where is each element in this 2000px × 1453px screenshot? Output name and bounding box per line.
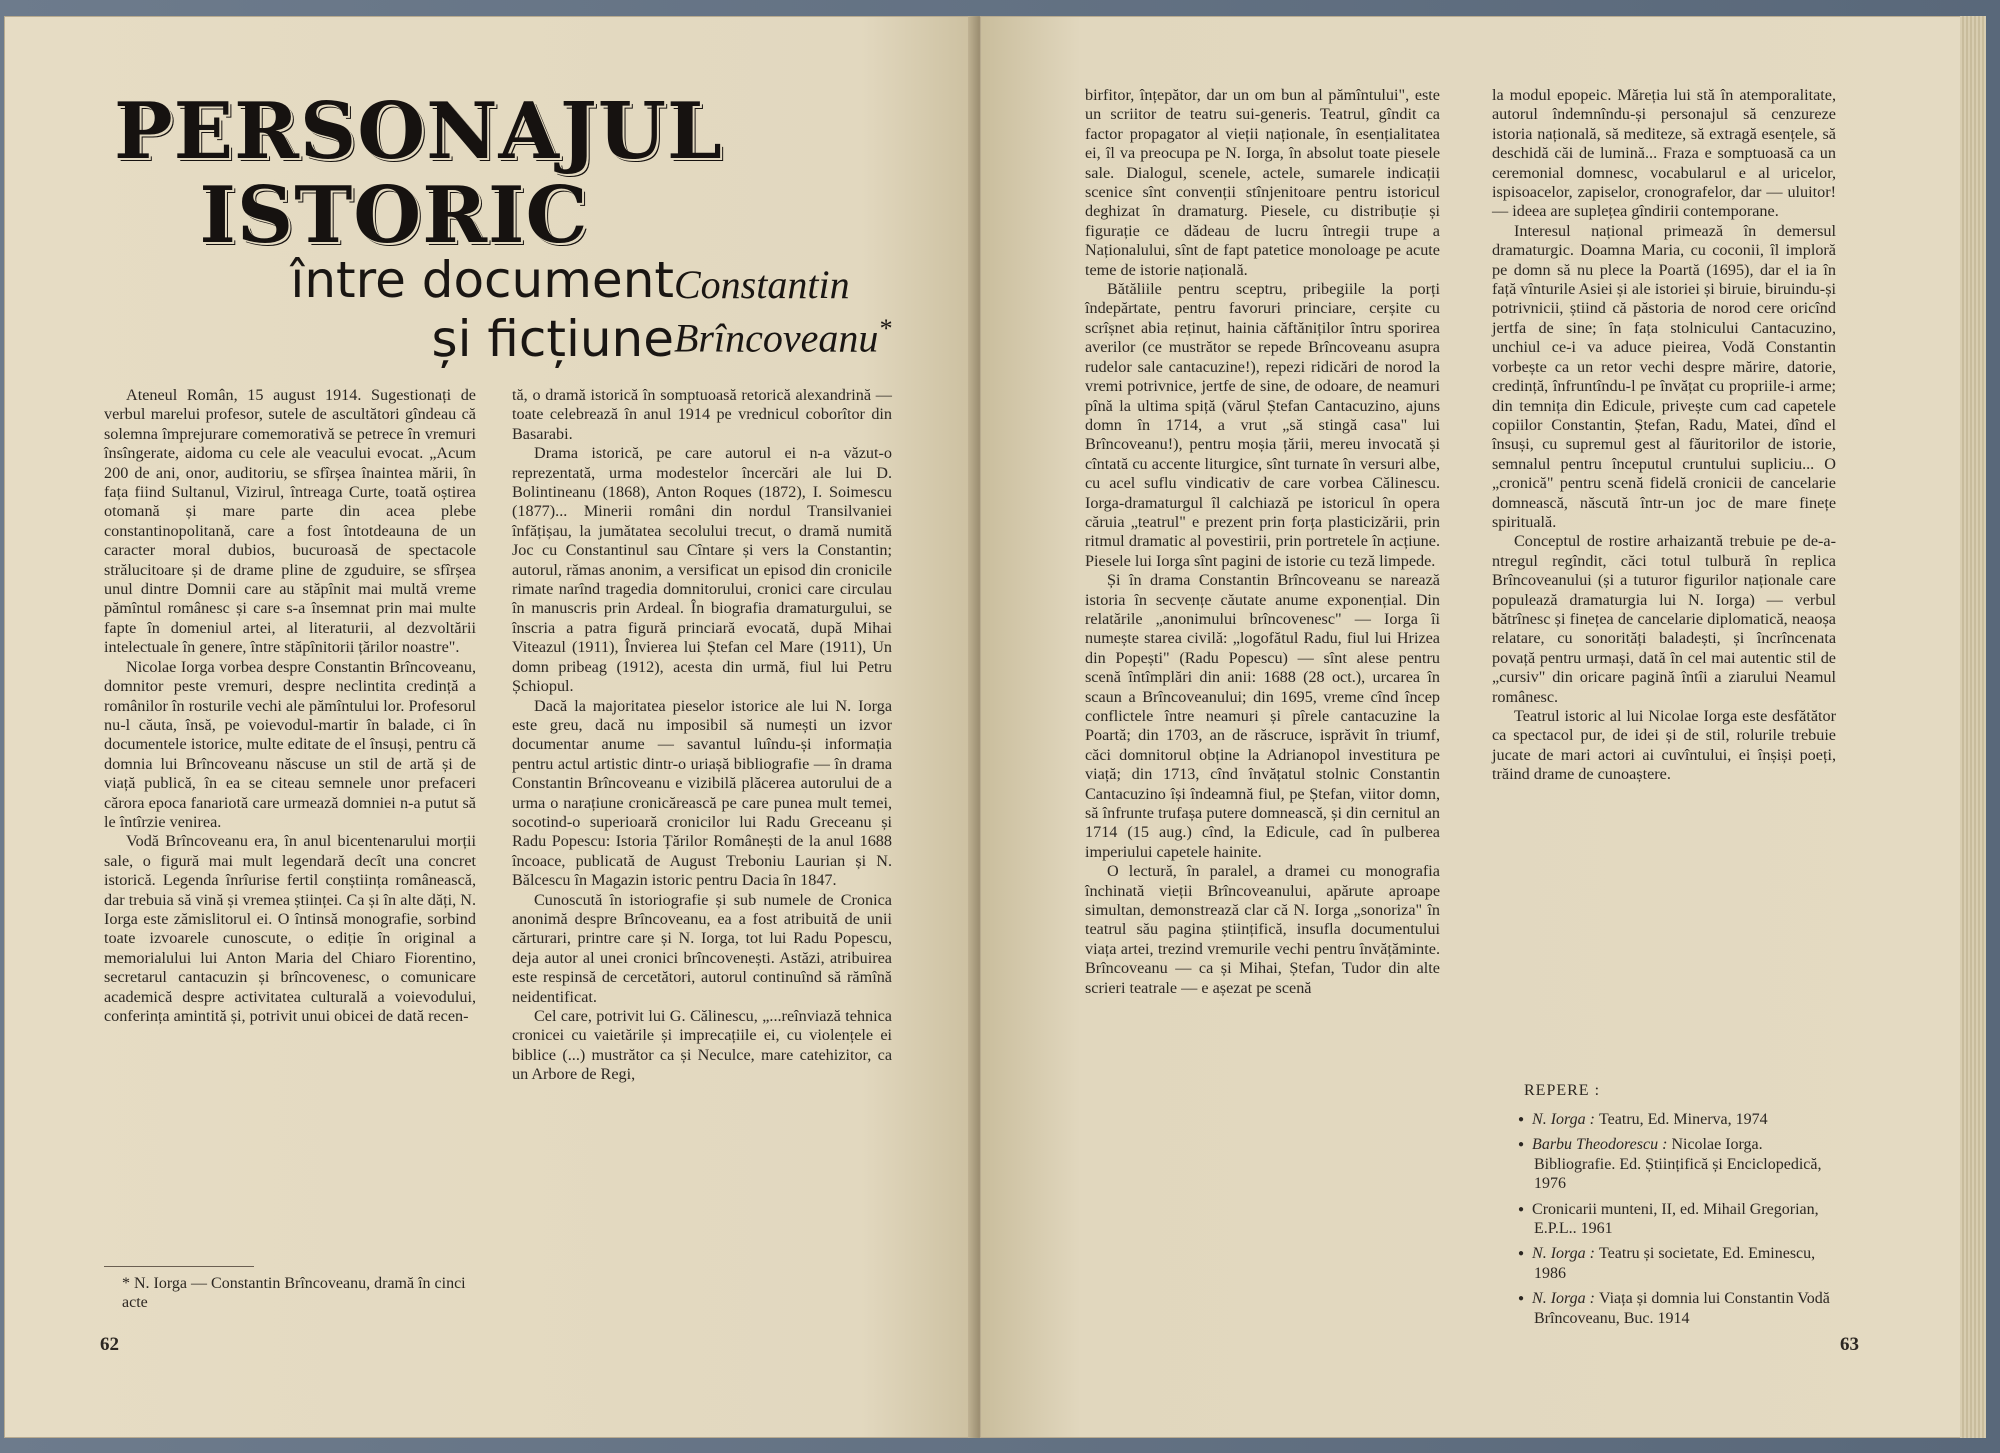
right-page	[980, 16, 1986, 1438]
paragraph: O lectură, în paralel, a dramei cu monografia închinată vieții Brîncoveanului, apărute aproape simultan, demonstrează clar că N. Iorga „sonoriza" în teatrul său pagina științifică, insufla documentului viața artei, trezind vremurile vechi pentru învățăminte. Brîncoveanu — ca și Mihai, Ștefan, Tudor din alte scrieri teatrale — e așezat pe scenă	[1085, 862, 1440, 997]
article-author	[674, 259, 974, 365]
paragraph: Vodă Brîncoveanu era, în anul bicentenarului morții sale, o figură mai mult legendară decît una concret istorică. Legenda înrîurise fertil conștiința românească, dar trebuia să vină și vremea științei. Ca și în alte dăți, N. Iorga este zămislitorul ei. O întinsă monografie, sorbind toate izvoarele cunoscute, o ediție în original a memorialului lui Anton Maria del Chiaro Fiorentino, secretarul cantacuzin și brîncovenesc, o comunicare academică despre activitatea culturală a voievodului, conferința amintită și, potrivit unui obicei de dată recen-	[104, 832, 476, 1025]
article-title: PERSONAJUL ISTORIC	[114, 86, 723, 262]
page-number-left: 62	[100, 1334, 119, 1355]
paragraph: Și în drama Constantin Brîncoveanu se narează istoria în secvențe căutate anume exponențial. Din relatările „anonimului brîncovenesc" — Iorga îi numește starea civilă: „logofătul Radu, fiul lui Hrizea din Popești" (Radu Popescu) — sînt alese pentru scenă întîmplări din anii: 1688 (28 oct.), urcarea în scaun a Brîncoveanului; din 1695, vreme cînd încep conflictele între neamuri și pîrele cantacuzine la Poartă; din 1703, an de răscruce, isprăvit în triumf, căci domnitorul obține la Adrianopol investitura pe viață; din 1713, cînd învățatul stolnic Constantin Cantacuzino își îndeamnă fiul, pe Ștefan, viitor domn, să înfrunte trufașa putere domnească, și din cernitul an 1714 (15 aug.) cînd, la Edicule, cad în pulberea imperiului capetele hainite.	[1085, 571, 1440, 861]
paragraph: birfitor, înțepător, dar un om bun al pămîntului", este un scriitor de teatru sui-generis. Teatrul, gîndit ca factor propagator al vieții naționale, în esențialitatea ei, îl va preocupa pe N. Iorga, în absolut toate piesele sale. Dialogul, scenele, actele, sumarele indicații scenice sînt convenții stînjenitoare pentru istoricul deghizat în dramaturg. Piesele, cu distribuție și figurație ce dădeau de lucru întregii trupe a Naționalului, sînt de fapt patetice monoloage pe acute teme de istorie națională.	[1085, 86, 1440, 279]
reference-text: Teatru și societate, Ed. Eminescu, 1986	[1534, 1245, 1816, 1282]
footnote-rule	[104, 1266, 254, 1267]
reference-text: Cronicarii munteni, II, ed. Mihail Gregorian, E.P.L.. 1961	[1532, 1200, 1819, 1238]
reference-author: Barbu Theodorescu :	[1532, 1136, 1672, 1154]
reference-text: Nicolae Iorga. Bibliografie. Ed. Științifică și Enciclopedică, 1976	[1534, 1136, 1822, 1193]
reference-author: N. Iorga :	[1532, 1290, 1600, 1308]
reference-text: Viața și domnia lui Constantin Vodă Brîncoveanu, Buc. 1914	[1534, 1290, 1830, 1327]
text-column-2	[512, 386, 892, 1281]
paragraph: Cunoscută în istoriografie și sub numele de Cronica anonimă despre Brîncoveanu, ea a fost atribuită de unii cărturari, printre care și N. Iorga, tot lui Radu Popescu, deja autor al unei cronici brîncovenești. Astăzi, atribuirea este respinsă de cercetători, autorul continuînd să rămînă neidentificat.	[512, 890, 892, 1006]
references-list	[1518, 1110, 1836, 1334]
article-subtitle	[274, 251, 674, 369]
reference-item	[1518, 1135, 1836, 1193]
paragraph: Interesul național primează în demersul dramaturgic. Doamna Maria, cu coconii, îl imploră pe domn să nu plece la Poartă (1695), dar el ia în față vînturile Asiei și ale istoriei și biruie, biruindu-și potrivnicii, știind că păstoria de norod cere oricînd jertfa de sine; în fața stolnicului Cantacuzino, unchiul ce-i va aduce pieirea, Vodă Constantin vorbește ca un retor vechi despre mărire, datorie, credință, înfruntîndu-l pe învățat cu propriile-i arme; din temnița din Edicule, privește cum cad capetele copiilor Constantin, Ștefan, Radu, Matei, dînd el însuși, cu supremul gest al făuritorilor de istorie, semnalul pentru începutul cruntului supliciu... O „cronică" pentru scenă fidelă cronicii de cancelarie domnească, născută într-un joc de mare finețe spirituală.	[1492, 221, 1836, 531]
text-column-4	[1492, 86, 1836, 1026]
paragraph: Drama istorică, pe care autorul ei n-a văzut-o reprezentată, urma modestelor încercări ale lui D. Bolintineanu (1868), Anton Roques (1872), I. Soimescu (1877)... Minerii români din nordul Transilvaniei înfățișau, la jumătatea secolului trecut, o dramă numită Joc cu Constantinul sau Cîntare și vers la Constantin; autorul, rămas anonim, a versificat un episod din cronicile rimate narînd tragedia domnitorului, cronici care circulau în manuscris prin Ardeal. În biografia dramaturgului, se înscria a patra figură princiară evocată, după Mihai Viteazul (1911), Învierea lui Ștefan cel Mare (1911), Un domn pribeag (1912), acesta din urmă, fiul lui Petru Șchiopul.	[512, 444, 892, 696]
paragraph: Conceptul de rostire arhaizantă trebuie pe de-a-ntregul regîndit, căci totul tulbură în replica Brîncoveanului (și a tuturor figurilor naționale care populează dramaturgia lui N. Iorga) — verbul bătrînesc și finețea de cancelarie diplomatică, neaoșa relatare, cu sonorități baladești, și încrîncenata povață pentru urmași, dată în cel mai autentic stil de „cursiv" din oricare pagină întîi a ziarului Neamul românesc.	[1492, 532, 1836, 706]
reference-author: N. Iorga :	[1532, 1111, 1600, 1128]
reference-text: Teatru, Ed. Minerva, 1974	[1599, 1111, 1768, 1128]
paragraph: Teatrul istoric al lui Nicolae Iorga este desfătător ca spectacol pur, de idei și de stil, rolurile trebuie jucate de mari actori ai cuvîntului, ei înșiși poeți, trăind drame de cunoaștere.	[1492, 707, 1836, 784]
text-column-3	[1085, 86, 1440, 1376]
paragraph: Nicolae Iorga vorbea despre Constantin Brîncoveanu, domnitor peste vremuri, despre neclintita credință a românilor în rosturile vechi ale pămîntului lor. Profesorul nu-l căuta, însă, pe voievodul-martir în balade, ci în documentele istorice, multe editate de el însuși, pentru că domnia lui Brîncoveanu născuse un stil de artă și de viață publică, în ea se citeau semnele unor prefaceri cărora epoca fanariotă care urmează domniei n-a putut să le întîrzie venirea.	[104, 657, 476, 831]
page-edge	[1960, 16, 1986, 1438]
subtitle-line-2: și ficțiune	[431, 310, 674, 368]
reference-item	[1518, 1244, 1836, 1283]
paragraph: la modul epopeic. Măreția lui stă în atemporalitate, autorul îndemnîndu-și personajul să cenzureze istoria națională, să mediteze, să extragă esențele, să deschidă căi de lumină... Fraza e somptuoasă ca un ceremonial domnesc, vocabularul e al uricelor, ispisoacelor, zapiselor, cronografelor, dar — uluitor! — ideea are suplețea gîndirii contemporane.	[1492, 86, 1836, 221]
paragraph: Cel care, potrivit lui G. Călinescu, „...reînviază tehnica cronicei cu vaietările și imprecațiile ei, cu violențele ei biblice (...) mustrător ca și Neculce, mare catehizitor, ca un Arbore de Regi,	[512, 1007, 892, 1084]
reference-item	[1518, 1110, 1836, 1129]
paragraph: tă, o dramă istorică în somptuoasă retorică alexandrină — toate celebrează în anul 1914 pe vrednicul coborîtor din Basarabi.	[512, 386, 892, 443]
reference-item	[1518, 1200, 1836, 1239]
subtitle-line-1: între document	[290, 251, 674, 309]
references-heading: REPERE :	[1524, 1082, 1601, 1099]
author-line-2: Brîncoveanu	[674, 315, 879, 361]
paragraph: Bătăliile pentru sceptru, pribegiile la porți îndepărtate, pentru favoruri princiare, cerșite cu scrîșnet abia reținut, hainia căftăniților întru sporirea averilor (ce mustrător se repede Brîncoveanu asupra rudelor sale cantacuzine!), repezi ridicări de norod la vremi potrivnice, jertfe de sine, de odoare, de neamuri pînă la ultima spiță (vărul Ștefan Cantacuzino, ajuns domn în 1714, a vrut „să stingă casa" lui Brîncoveanu!), pentru moșia țării, mereu invocată și cîntată cu accente liturgice, sînt turnate în versuri albe, cu acel suflu vindicativ de care vorbea Călinescu. Iorga-dramaturgul îl calchiază pe istoricul în opera căruia „teatrul" e prezent prin forța plasticizării, prin ritmul dramatic al povestirii, prin portretele în acțiune. Piesele lui Iorga sînt pagini de istorie cu teză limpede.	[1085, 280, 1440, 570]
reference-item	[1518, 1289, 1836, 1328]
text-column-1	[104, 386, 476, 1271]
left-page	[4, 16, 978, 1438]
page-number-right: 63	[1840, 1334, 1859, 1355]
author-footnote-mark: *	[878, 313, 892, 343]
paragraph: Ateneul Român, 15 august 1914. Sugestionați de verbul marelui profesor, sutele de ascultători gîndeau că solemna împrejurare comemorativă se petrece în vremuri însîngerate, aidoma cu cele ale veacului evocat. „Acum 200 de ani, onor, auditoriu, se sfîrșea înaintea mării, în fața fiind Sultanul, Vizirul, întreaga Curte, toată oștirea otomană și mare parte din acea plebe constantinopolitană, care a fost întotdeauna de un caracter moral dubios, bucuroasă de spectacole strălucitoare și de drame pline de zguduire, se sfîrșea unul dintre Domnii care au stăpînit mai multă vreme pămîntul românesc și care s-a însemnat prin mai multe fapte în domeniul artei, al literaturii, al dezvoltării intelectuale în genere, între stăpînitorii țărilor noastre".	[104, 386, 476, 657]
footnote: * N. Iorga — Constantin Brîncoveanu, dramă în cinci acte	[122, 1275, 466, 1311]
author-line-1: Constantin	[674, 262, 850, 307]
reference-author: N. Iorga :	[1532, 1245, 1600, 1263]
paragraph: Dacă la majoritatea pieselor istorice ale lui N. Iorga este greu, dacă nu imposibil să numești un izvor documentar anume — savantul luîndu-și informația pentru actul artistic dintr-o uriașă bibliografie — în drama Constantin Brîncoveanu e vizibilă plăcerea autorului de a urma o narațiune cronicărească pe care punea mult temei, socotind-o superioară cronicilor lui Radu Greceanu și Radu Popescu: Istoria Țărilor Românești de la anul 1688 încoace, publicată de August Treboniu Laurian și N. Bălcescu în Magazin istoric pentru Dacia în 1847.	[512, 696, 892, 890]
